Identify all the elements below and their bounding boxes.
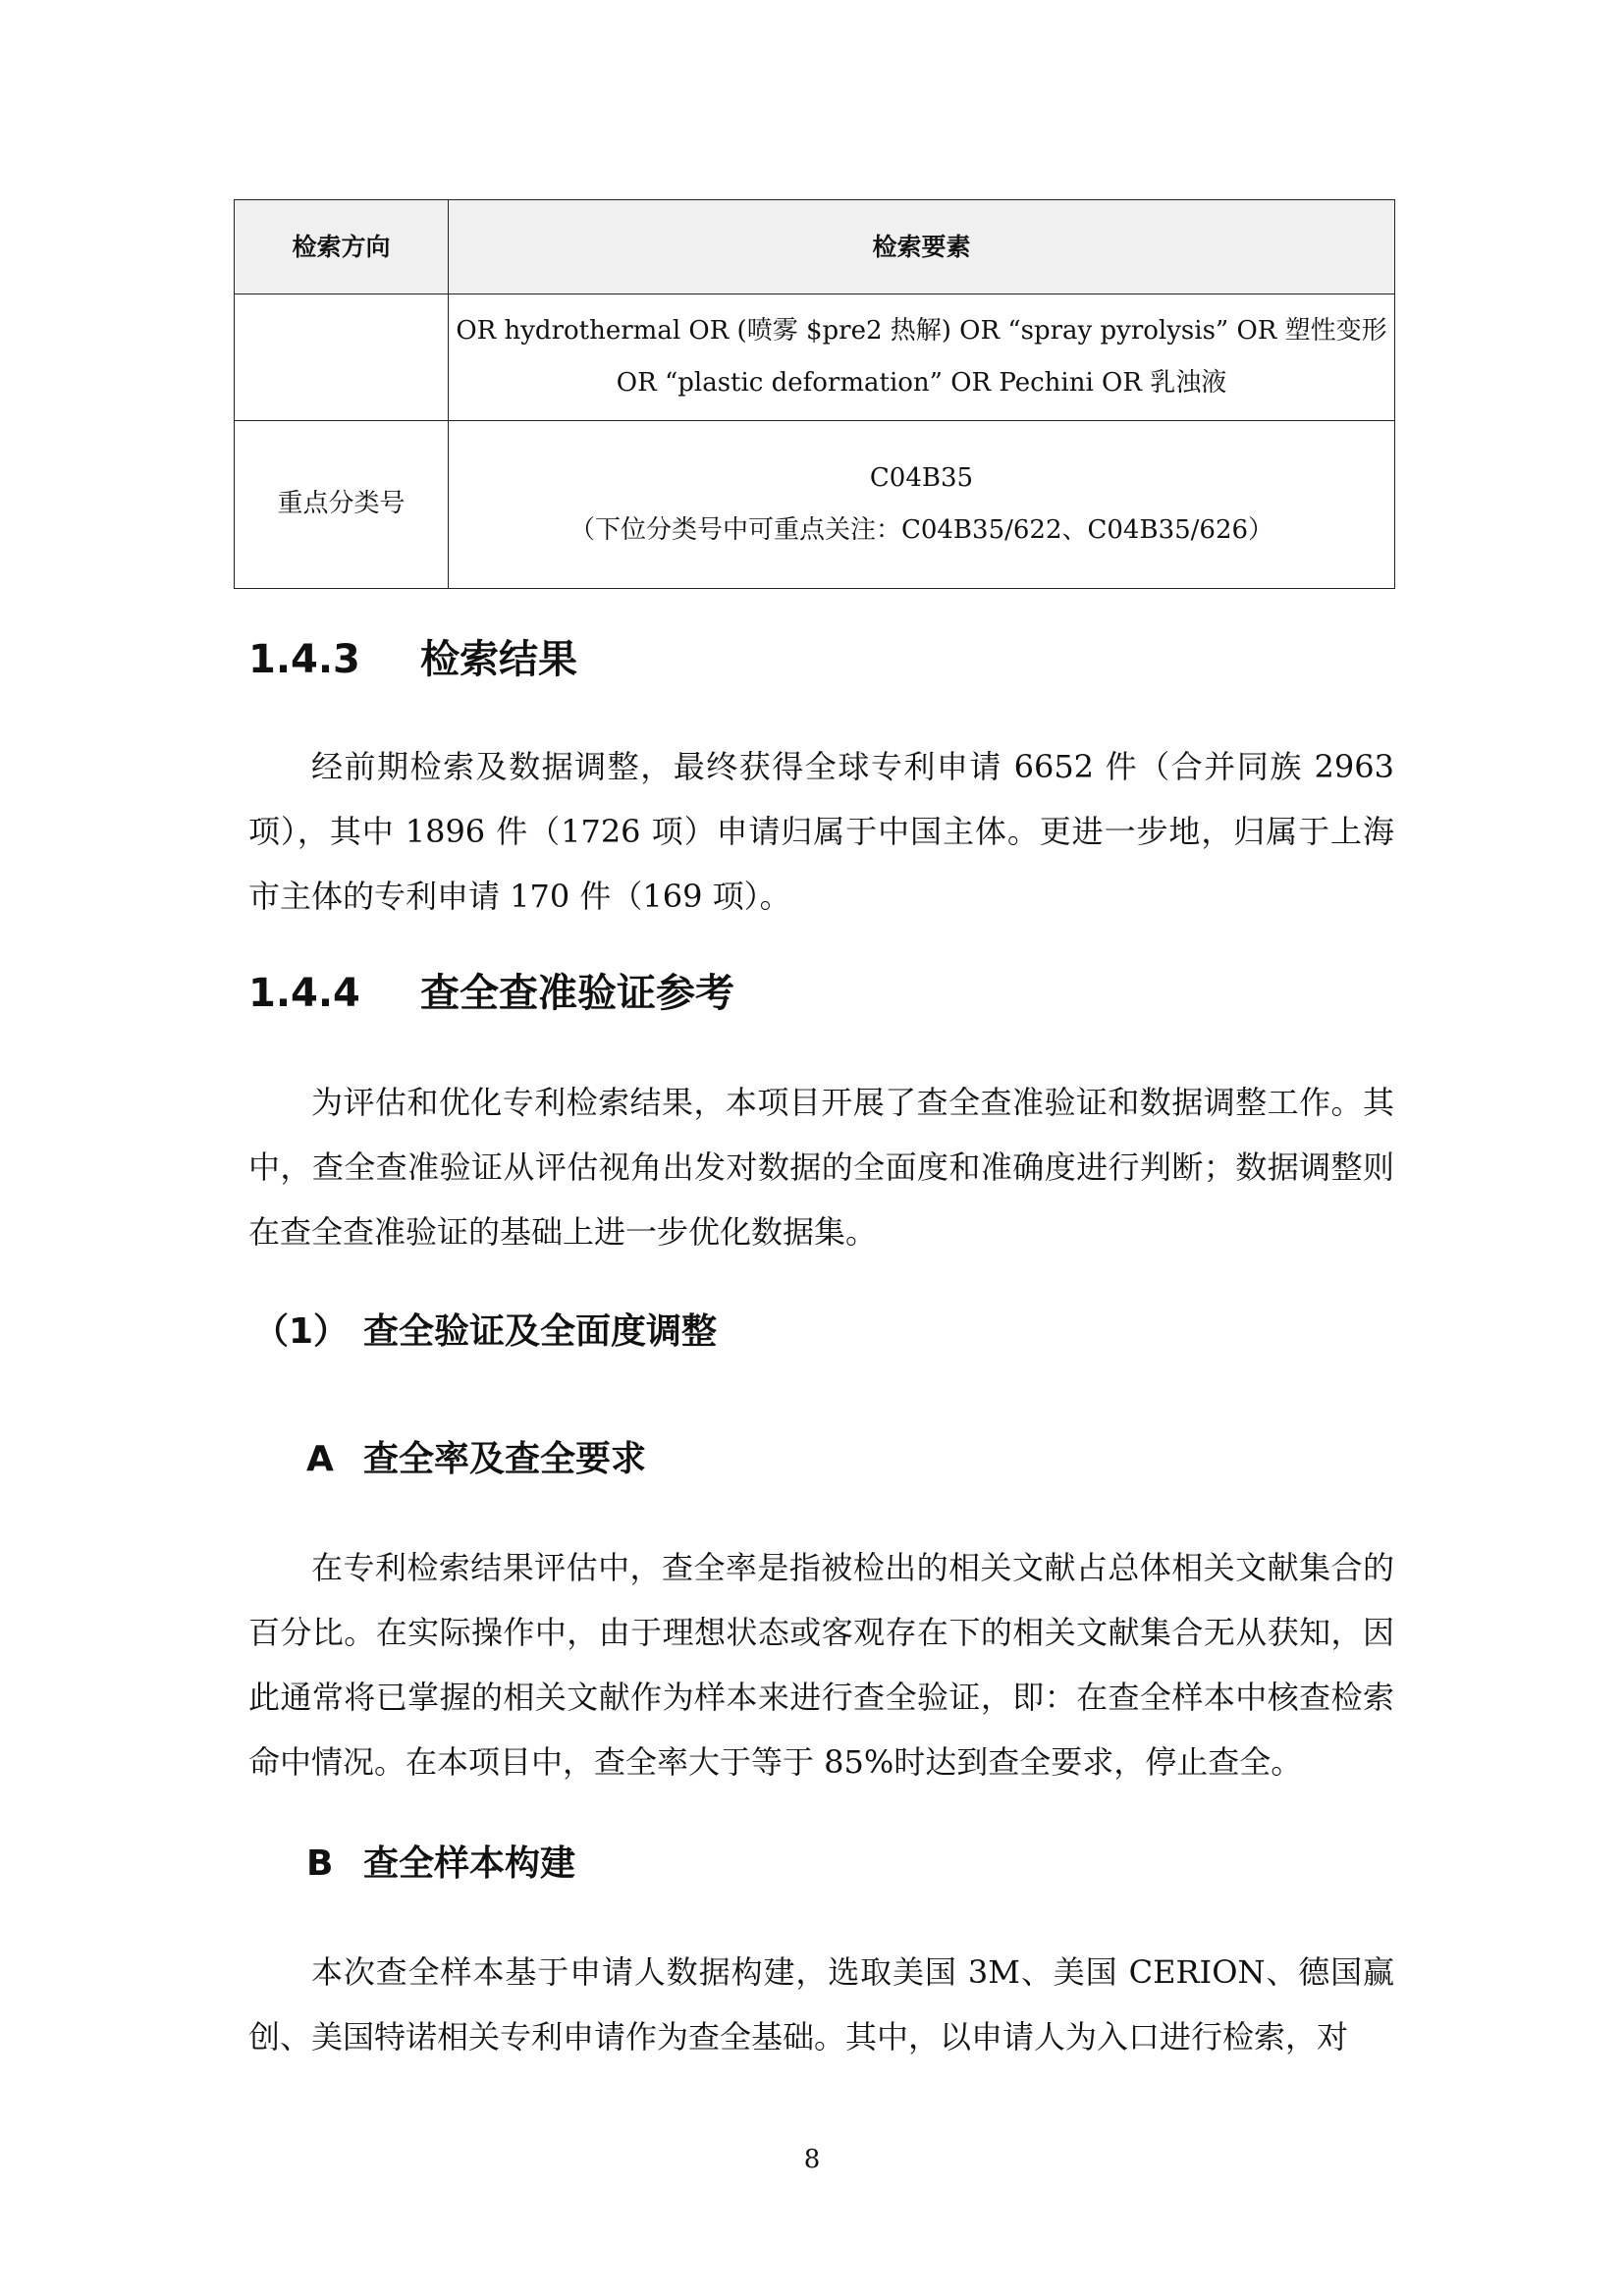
table-cell-line: C04B35 bbox=[869, 463, 974, 493]
paragraph-search-results: 经前期检索及数据调整，最终获得全球专利申请 6652 件（合并同族 2963 项），其中 1896 件（1726 项）申请归属于中国主体。更进一步地，归属于上海市主体的专利申请 170 件（169 项）。 bbox=[248, 748, 1394, 915]
section-heading-1-4-3 bbox=[248, 628, 577, 684]
subsection-title: 查全率及查全要求 bbox=[363, 1439, 647, 1479]
table-cell-label bbox=[235, 294, 449, 421]
table-row bbox=[235, 294, 1395, 421]
subsection-number: A bbox=[306, 1439, 334, 1479]
table-cell-label: 重点分类号 bbox=[235, 421, 449, 589]
table-cell-elements bbox=[449, 294, 1395, 421]
section-title: 检索结果 bbox=[420, 637, 577, 682]
table-cell-line: （下位分类号中可重点关注：C04B35/622、C04B35/626） bbox=[568, 515, 1274, 545]
subsection-title: 查全样本构建 bbox=[363, 1843, 576, 1884]
section-number: 1.4.3 bbox=[248, 637, 360, 682]
table-cell-line: OR “plastic deformation” OR Pechini OR 乳浊液 bbox=[616, 368, 1227, 398]
subsection-number: （1） bbox=[253, 1311, 350, 1352]
paragraph-verification-intro: 为评估和优化专利检索结果，本项目开展了查全查准验证和数据调整工作。其中，查全查准验证从评估视角出发对数据的全面度和准确度进行判断；数据调整则在查全查准验证的基础上进一步优化数据集。 bbox=[248, 1084, 1394, 1251]
table-header-direction: 检索方向 bbox=[235, 200, 449, 294]
section-title: 查全查准验证参考 bbox=[420, 971, 734, 1016]
paragraph-recall-rate: 在专利检索结果评估中，查全率是指被检出的相关文献占总体相关文献集合的百分比。在实际操作中，由于理想状态或客观存在下的相关文献集合无从获知，因此通常将已掌握的相关文献作为样本来进行查全验证，即：在查全样本中核查检索命中情况。在本项目中，查全率大于等于 85%时达到查全要求，停止查全。 bbox=[248, 1549, 1394, 1781]
subsection-heading-b bbox=[306, 1836, 575, 1886]
section-heading-1-4-4 bbox=[248, 962, 734, 1018]
table-cell-elements bbox=[449, 421, 1395, 589]
subsection-heading-1 bbox=[253, 1304, 717, 1354]
table-cell-line: OR hydrothermal OR (喷雾 $pre2 热解) OR “spray pyrolysis” OR 塑性变形 bbox=[456, 316, 1387, 346]
page-number: 8 bbox=[803, 2145, 821, 2174]
table-header-elements: 检索要素 bbox=[449, 200, 1395, 294]
search-elements-table bbox=[234, 199, 1395, 589]
subsection-heading-a bbox=[306, 1431, 646, 1481]
section-number: 1.4.4 bbox=[248, 971, 360, 1016]
subsection-number: B bbox=[306, 1843, 334, 1884]
subsection-title: 查全验证及全面度调整 bbox=[363, 1311, 718, 1352]
table-row bbox=[235, 421, 1395, 589]
paragraph-sample-construction: 本次查全样本基于申请人数据构建，选取美国 3M、美国 CERION、德国赢创、美国特诺相关专利申请作为查全基础。其中，以申请人为入口进行检索，对 bbox=[248, 1953, 1394, 2056]
